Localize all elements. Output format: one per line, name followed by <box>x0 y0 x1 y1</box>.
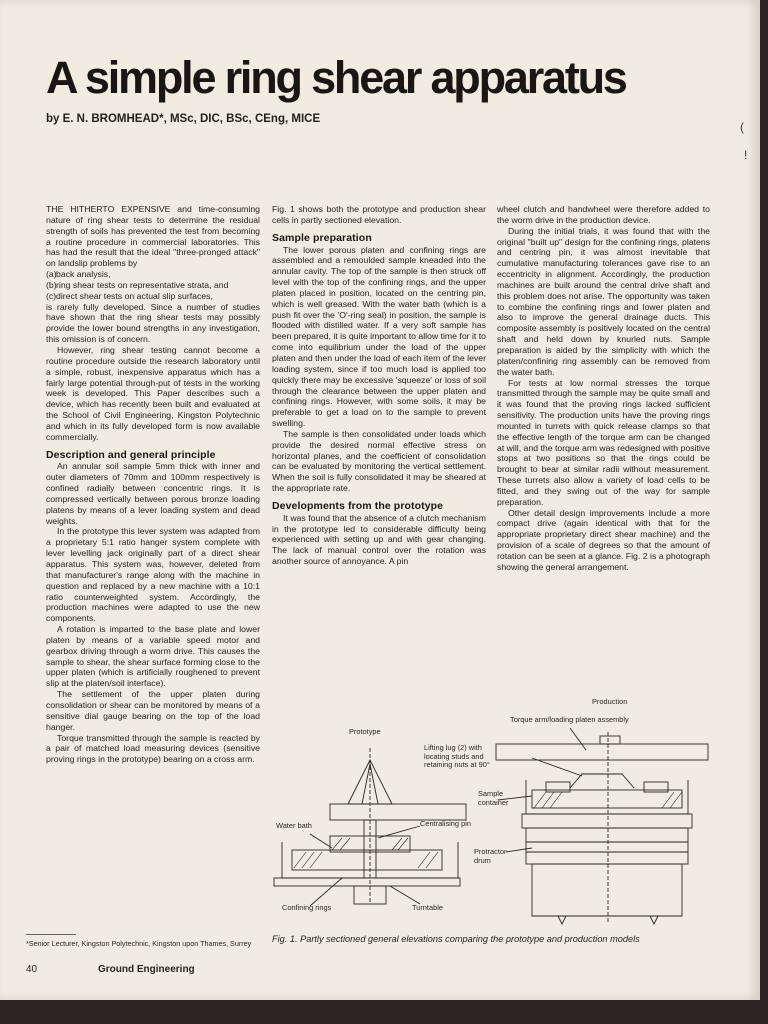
label-confining-rings: Confining rings <box>282 903 332 912</box>
label-centralising-pin: Centralising pin <box>420 819 471 828</box>
intro-paragraph: THE HITHERTO EXPENSIVE and time-consuming nature of ring shear tests to determine the residual strength of soils has prevented the test from becoming a routine procedure in commercial laboratories. This has had the result that the ideal "three-pronged attack" on landslip problems by <box>46 204 260 269</box>
list-item-text: ring shear tests on representative strata, and <box>56 279 229 290</box>
body-paragraph: The lower porous platen and confining rings are assembled and a remoulded sample kneaded into the annular cavity. The top of the sample is then struck off level with the top of the confining rings, and the upper platen placed in position, located on the centring pin, which is well greased. With the water bath (which is a push fit over the 'O'-ring seal) in position, the sample is flooded with distilled water. If a very soft sample has been prepared, it is quite important to allow time for it to come into equilibrium under the load of the upper platen and then under the load of each item of the lever loading system, since if too much load is applied too quickly there may be excessive 'squeeze' or loss of soil through the clearance between the upper platen and confining rings. However, with some soils, it may be preferable to get a load on to the sample to prevent swelling. <box>272 244 486 429</box>
body-paragraph: is rarely fully developed. Since a number of studies have shown that the ring shear tests may possibly provide the lower bound strengths in any investigation, this omission is of concern. <box>46 301 260 345</box>
approach-list <box>46 269 260 302</box>
label-lifting-lug: Lifting lug (2) with locating studs and retaining nuts at 90° <box>424 743 490 769</box>
article-column-2 <box>272 204 486 684</box>
list-item-label: (a) <box>46 269 57 280</box>
margin-mark: ( <box>740 120 744 134</box>
list-item <box>46 269 260 280</box>
body-paragraph: Other detail design improvements include a more compact drive (again identical with that for the appropriate proprietary direct shear machine) and the provision of a scale of degrees so that the amount of rotation can be seen at a glance. Fig. 2 is a photograph showing the general arrangement. <box>497 507 710 572</box>
list-item-text: back analysis, <box>56 269 111 280</box>
body-paragraph: It was found that the absence of a clutch mechanism in the prototype led to considerable difficulty being experienced with setting up and with gear changing. The lack of manual control over the rotation was another source of annoyance. A pin <box>272 512 486 567</box>
body-paragraph: The sample is then consolidated under loads which provide the desired normal effective stress on horizontal planes, and the coefficient of consolidation can be evaluated by monitoring the vertical settlement. When the soil is fully consolidated it may be sheared at the appropriate rate. <box>272 428 486 494</box>
label-water-bath: Water bath <box>276 821 312 830</box>
figure-caption: Fig. 1. Partly sectioned general elevations comparing the prototype and production models <box>272 934 640 944</box>
author-byline: by E. N. BROMHEAD*, MSc, DIC, BSc, CEng, MICE <box>46 113 321 125</box>
author-footnote: *Senior Lecturer, Kingston Polytechnic, Kingston upon Thames, Surrey <box>26 939 252 948</box>
body-paragraph: An annular soil sample 5mm thick with inner and outer diameters of 70mm and 100mm respectively is confined radially between concentric rings. It is compressed vertically between porous bronze loading platens by means of a lever loading system and dead weights. <box>46 461 260 526</box>
list-item <box>46 280 260 291</box>
label-protractor-drum: Protractor drum <box>474 847 507 865</box>
footnote-rule <box>26 934 76 935</box>
section-heading-description: Description and general principle <box>46 448 216 461</box>
figure-1 <box>270 692 740 932</box>
body-paragraph: However, ring shear testing cannot become a routine procedure outside the research laboratory until a simple, robust, inexpensive apparatus which has a fairly large potential through-put of tests in the working week is developed. This Paper describes such a device, which has recently been built and evaluated at the School of Civil Engineering, Kingston Polytechnic and which in its fully developed form is now available commercially. <box>46 344 260 442</box>
list-item-label: (b) <box>46 279 57 290</box>
cross-section-drawing <box>270 692 740 932</box>
body-paragraph: Torque transmitted through the sample is reacted by a pair of matched load measuring devices (sensitive proving rings in the prototype) bearing on a cross arm. <box>46 732 260 765</box>
section-heading-sample-preparation: Sample preparation <box>272 231 372 244</box>
list-item-label: (c) <box>46 290 57 301</box>
body-paragraph: A rotation is imparted to the base plate and lower platen by means of a variable speed motor and gearbox driving through a worm drive. This causes the sample to shear, the shear surface forming close to the upper platen (which is artificially roughened to prevent slip at the platen/soil interface). <box>46 624 260 689</box>
label-torque-arm: Torque arm/loading platen assembly <box>510 715 629 724</box>
body-paragraph: In the prototype this lever system was adapted from a proprietary 5:1 ratio hanger system complete with lever levelling jack originally part of a direct shear apparatus. This system was, however, deleted from that manufacturer's range along with the machine in question and replaced by a new machine with a 10:1 ratio counterweighted system. Accordingly, the production machines were adapted to use the new components. <box>46 526 260 624</box>
margin-mark: ! <box>744 148 748 162</box>
section-heading-developments: Developments from the prototype <box>272 499 444 512</box>
list-item <box>46 291 260 302</box>
article-title: A simple ring shear apparatus <box>46 52 626 104</box>
body-paragraph: The settlement of the upper platen during consolidation or shear can be monitored by means of a sensitive dial gauge bearing on the top of the load hanger. <box>46 689 260 732</box>
article-column-1 <box>46 204 260 929</box>
body-paragraph: Fig. 1 shows both the prototype and production shear cells in partly sectioned elevation. <box>272 204 486 225</box>
body-paragraph: wheel clutch and handwheel were therefore added to the worm drive in the production device. <box>497 204 710 225</box>
label-sample-container: Sample container <box>478 789 509 807</box>
article-column-3 <box>497 204 710 684</box>
list-item-text: direct shear tests on actual slip surfaces, <box>56 290 213 301</box>
label-prototype: Prototype <box>349 727 381 736</box>
label-turntable: Turntable <box>412 903 443 912</box>
body-paragraph: During the initial trials, it was found that with the original "built up" design for the confining rings, platens and centring pin, it was almost inevitable that cumulative manufacturing tolerances gave rise to an eccentricity in alignment. Accordingly, the production machines are built around the central drive shaft and this problem does not arise. The opportunity was taken to combine the confining rings and lower platen and also to improve the general drainage ducts. This composite assembly is positively located on the central shaft and held down by knurled nuts. Sample preparation is aided by the simplicity with which the platen/confining ring assembly can be removed from the water bath. <box>497 225 710 377</box>
body-paragraph: For tests at low normal stresses the torque transmitted through the sample may be quite small and it was found that the proving rings lacked sufficient sensitivity. The production units have the proving rings mounted in turrets with quick release clamps so that the effective length of the torque arm can be changed at will, and the torque arm was redesigned with positive stops at two positions so that the rings could be brought to bear at similar radii without measurement. These turrets also allow a variety of load cells to be fitted, and they swing out of the way for sample preparation. <box>497 377 710 507</box>
production-drawing <box>496 728 708 924</box>
label-production: Production <box>592 697 628 706</box>
journal-name: Ground Engineering <box>98 964 195 975</box>
page-number: 40 <box>26 964 38 975</box>
